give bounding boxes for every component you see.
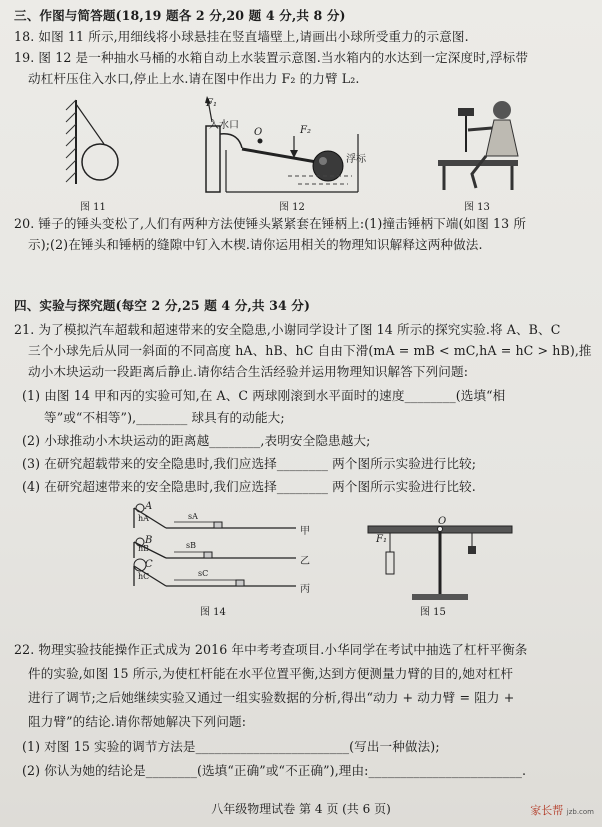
figure-12-pivot-label: O <box>254 127 263 138</box>
figure-15-pivot-label: O <box>438 516 447 527</box>
question-20-line-2: 示);(2)在锤头和锤柄的缝隙中钉入木楔.请你运用相关的物理知识解释这两种做法. <box>28 237 483 252</box>
question-19-line-1: 19. 图 12 是一种抽水马桶的水箱自动上水装置示意图.当水箱内的水达到一定深度时,浮标带 <box>14 50 529 65</box>
question-22-line-2: 件的实验,如图 15 所示,为使杠杆能在水平位置平衡,达到方便测量力臂的目的,她对杠杆 <box>28 666 514 681</box>
figure-14-sb-label: sB <box>186 541 196 550</box>
figure-14-caption: 图 14 <box>200 607 226 618</box>
figure-12-inlet-label: 入水口 <box>209 120 239 131</box>
question-22-part-2: (2) 你认为她的结论是________(选填“正确”或“不正确”),理由:________________________. <box>22 763 527 778</box>
figure-14-ha-label: hA <box>138 514 149 523</box>
question-22-line-3: 进行了调节;之后她继续实验又通过一组实验数据的分析,得出“动力 + 动力臂 = 阻力 + <box>28 690 515 705</box>
question-21-line-3: 动小木块运动一段距离后静止.请你结合生活经验并运用物理知识解答下列问题: <box>28 364 469 379</box>
question-21-part-4: (4) 在研究超速带来的安全隐患时,我们应选择________ 两个图所示实验进行比较. <box>22 479 476 494</box>
figure-14-sa-label: sA <box>188 512 198 521</box>
figure-14-hb-label: hB <box>138 544 150 553</box>
section-4-heading: 四、实验与探究题(每空 2 分,25 题 4 分,共 34 分) <box>14 298 311 313</box>
figure-13-caption: 图 13 <box>464 202 490 213</box>
question-22-line-1: 22. 物理实验技能操作正式成为 2016 年中考考查项目.小华同学在考试中抽选了杠杆平衡条 <box>14 642 528 657</box>
figure-11 <box>62 96 152 196</box>
figure-15-caption: 图 15 <box>420 607 446 618</box>
figure-14-label-bing: 丙 <box>300 584 310 595</box>
figure-11-caption: 图 11 <box>80 202 106 213</box>
figure-14-ball-a-label: A <box>145 501 153 512</box>
figure-15 <box>360 514 520 606</box>
figure-12-float-label: 浮标 <box>346 154 366 165</box>
figure-14-ball-c-label: C <box>145 559 153 570</box>
figure-15-f1-label: F₁ <box>376 534 387 545</box>
figure-14-sc-label: sC <box>198 569 209 578</box>
question-21-part-2: (2) 小球推动小木块运动的距离越________,表明安全隐患越大; <box>22 433 371 448</box>
question-20-line-1: 20. 锤子的锤头变松了,人们有两种方法使锤头紧紧套在锤柄上:(1)撞击锤柄下端(如图 13 所 <box>14 216 527 231</box>
figure-14-label-jia: 甲 <box>300 526 310 537</box>
question-22-part-1: (1) 对图 15 实验的调节方法是________________________(写出一种做法); <box>22 739 440 754</box>
page-footer: 八年级物理试卷 第 4 页 (共 6 页) <box>211 802 391 816</box>
figure-14-label-yi: 乙 <box>300 556 310 567</box>
question-21-line-1: 21. 为了模拟汽车超载和超速带来的安全隐患,小谢同学设计了图 14 所示的探究实验.将 A、B、C <box>14 322 561 337</box>
section-3-heading: 三、作图与简答题(18,19 题各 2 分,20 题 4 分,共 8 分) <box>14 8 346 23</box>
figure-14-hc-label: hC <box>138 572 150 581</box>
question-21-part-3: (3) 在研究超载带来的安全隐患时,我们应选择________ 两个图所示实验进行比较; <box>22 456 477 471</box>
figure-12 <box>198 94 388 199</box>
question-21-part-1a: (1) 由图 14 甲和丙的实验可知,在 A、C 两球刚滚到水平面时的速度________(选填“相 <box>22 388 506 403</box>
figure-12-f1-label: F₁ <box>206 98 217 109</box>
figure-13 <box>432 90 532 196</box>
figure-12-f2-label: F₂ <box>300 125 311 136</box>
figure-14-ball-b-label: B <box>145 535 153 546</box>
watermark-logo: 家长帮 jzb.com <box>530 804 594 817</box>
question-19-line-2: 动杠杆压住入水口,停止上水.请在图中作出力 F₂ 的力臂 L₂. <box>28 71 360 86</box>
figure-12-caption: 图 12 <box>279 202 305 213</box>
question-22-line-4: 阻力臂”的结论.请你帮她解决下列问题: <box>28 714 247 729</box>
question-21-part-1b: 等”或“不相等”),________ 球具有的动能大; <box>44 410 285 425</box>
question-18: 18. 如图 11 所示,用细线将小球悬挂在竖直墙壁上,请画出小球所受重力的示意图. <box>14 29 469 44</box>
question-21-line-2: 三个小球先后从同一斜面的不同高度 hA、hB、hC 自由下滑(mA = mB < mC,hA = hC > hB),推 <box>28 343 592 358</box>
